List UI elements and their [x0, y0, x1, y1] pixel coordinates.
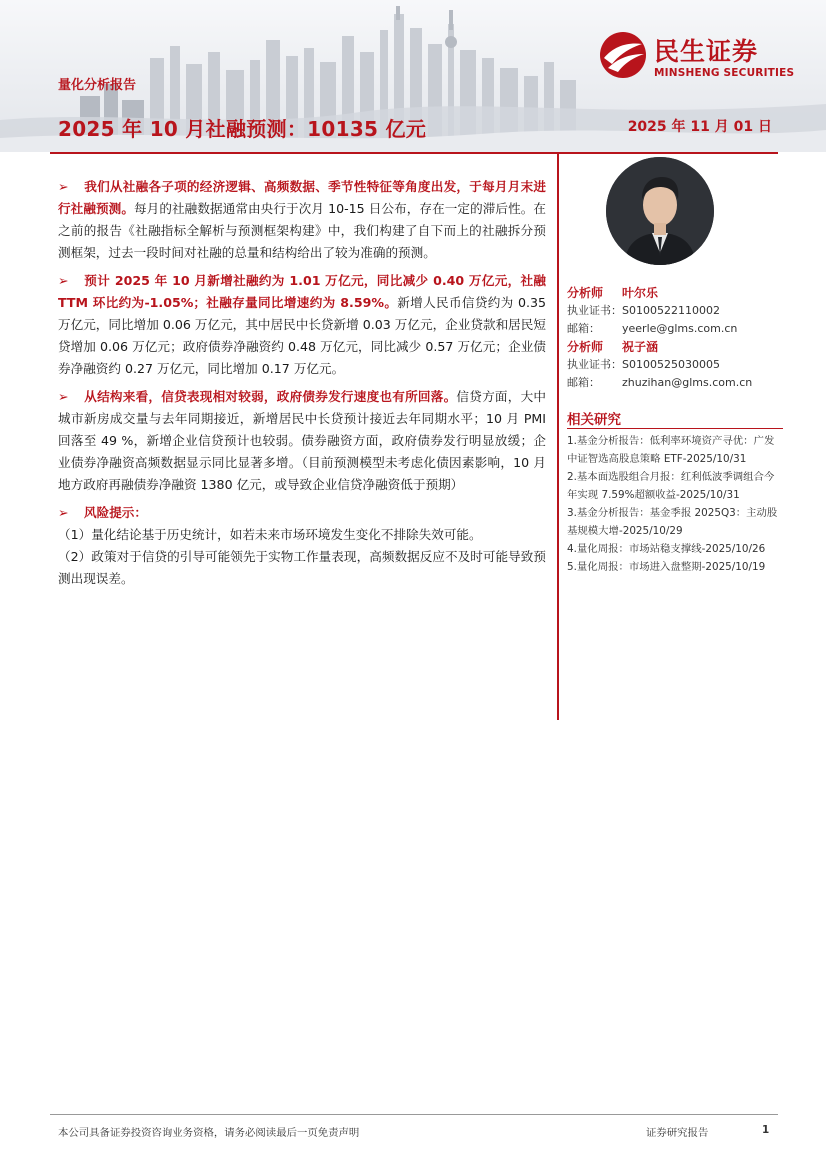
report-date: 2025 年 11 月 01 日 — [627, 119, 772, 135]
cert-number: S0100525030005 — [622, 358, 720, 371]
related-research-divider — [567, 428, 783, 429]
email-label: 邮箱： — [567, 322, 600, 335]
cert-label: 执业证书： — [567, 358, 622, 371]
cert-number: S0100522110002 — [622, 304, 720, 317]
summary-3-highlight: 从结构来看，信贷表现相对较弱，政府债券发行速度也有所回落。 — [84, 389, 457, 404]
summary-paragraph-3 — [58, 386, 546, 496]
summary-2-text: 新增人民币信贷约为 0.35 万亿元，同比增加 0.06 万亿元，其中居民中长贷新增 0.03 万亿元，企业贷款和居民短贷增加 0.06 万亿元；政府债券净融资约 0.48 万亿元，同比减少 0.57 万亿元；企业债券净融资约 0.27 万亿元，同比增加 0.17 万亿元。 — [58, 295, 546, 376]
analyst-1-email-row — [567, 320, 787, 338]
bullet-arrow-icon: ➢ — [58, 179, 69, 194]
email-label: 邮箱： — [567, 376, 600, 389]
bullet-arrow-icon: ➢ — [58, 505, 69, 520]
related-research-title: 相关研究 — [567, 412, 621, 428]
risk-item-2: （2）政策对于信贷的引导可能领先于实物工作量表现，高频数据反应不及时可能导致预测出现误差。 — [58, 549, 546, 586]
risk-item-1: （1）量化结论基于历史统计，如若未来市场环境发生变化不排除失效可能。 — [58, 527, 482, 542]
analyst-photo — [606, 157, 714, 265]
summary-paragraph-1 — [58, 176, 546, 264]
related-research-list — [567, 432, 783, 576]
page-number: 1 — [762, 1124, 770, 1136]
email-address[interactable]: zhuzihan@glms.com.cn — [622, 376, 753, 389]
bullet-arrow-icon: ➢ — [58, 273, 69, 288]
analyst-info — [567, 284, 787, 392]
logo-english-name: MINSHENG SECURITIES — [654, 67, 795, 79]
related-item[interactable]: 4.量化周报：市场站稳支撑线-2025/10/26 — [567, 543, 766, 555]
analyst-portrait-image — [606, 157, 714, 265]
footer-report-type: 证券研究报告 — [646, 1127, 709, 1139]
minsheng-logo — [598, 28, 808, 88]
related-item[interactable]: 5.量化周报：市场进入盘整期-2025/10/19 — [567, 561, 766, 573]
logo-chinese-name: 民生证券 — [654, 37, 759, 66]
analyst-1-name-row — [567, 284, 787, 302]
analyst-role: 分析师 — [567, 340, 604, 354]
footer-disclaimer: 本公司具备证券投资咨询业务资格，请务必阅读最后一页免责声明 — [58, 1127, 360, 1139]
cert-label: 执业证书： — [567, 304, 622, 317]
summary-1-text: 每月的社融数据通常由央行于次月 10-15 日公布，存在一定的滞后性。在之前的报告《社融指标全解析与预测框架构建》中，我们构建了自下而上的社融拆分预测框架，过去一段时间对社融的总量和结构给出了较为准确的预测。 — [58, 201, 546, 260]
summary-2-highlight: 预计 2025 年 10 月新增社融约为 1.01 万亿元，同比减少 0.40 万亿元，社融 TTM 环比约为-1.05%；社融存量同比增速约为 8.59%。 — [58, 273, 546, 310]
analyst-role: 分析师 — [567, 286, 604, 300]
summary-1-highlight: 我们从社融各子项的经济逻辑、高频数据、季节性特征等角度出发，于每月月末进行社融预测。 — [58, 179, 546, 216]
related-item[interactable]: 3.基金分析报告：基金季报 2025Q3：主动股基规模大增-2025/10/29 — [567, 507, 778, 537]
bullet-arrow-icon: ➢ — [58, 389, 69, 404]
analyst-1-cert-row — [567, 302, 787, 320]
analyst-name: 叶尔乐 — [622, 286, 659, 300]
related-item[interactable]: 2.基本面选股组合月报：红利低波季调组合今年实现 7.59%超额收益-2025/10/31 — [567, 471, 775, 501]
summary-3-text: 信贷方面，大中城市新房成交量与去年同期接近，新增居民中长贷预计接近去年同期水平；10 月 PMI 回落至 49 %，新增企业信贷预计也较弱。债券融资方面，政府债券发行明显放缓；企业债券净融资高频数据显示同比显著多增。（目前预测模型未考虑化债因素影响，10 月地方政府再融债券净融资 1380 亿元，或导致企业信贷净融资低于预期） — [58, 389, 547, 492]
analyst-name: 祝子涵 — [622, 340, 659, 354]
column-divider — [557, 152, 559, 720]
analyst-2-cert-row — [567, 356, 787, 374]
summary-column — [58, 176, 546, 590]
header-divider — [50, 152, 778, 154]
analyst-2-name-row — [567, 338, 787, 356]
risk-title: 风险提示： — [84, 505, 147, 520]
report-title: 2025 年 10 月社融预测：10135 亿元 — [58, 117, 427, 141]
report-type: 量化分析报告 — [58, 78, 137, 93]
analyst-2-email-row — [567, 374, 787, 392]
risk-section — [58, 502, 546, 590]
header-banner — [0, 0, 826, 152]
summary-paragraph-2 — [58, 270, 546, 380]
related-item[interactable]: 1.基金分析报告：低利率环境资产寻优：广发中证智选高股息策略 ETF-2025/10/31 — [567, 435, 775, 465]
minsheng-logo-mark-icon — [598, 28, 648, 80]
footer-divider — [50, 1114, 778, 1115]
email-address[interactable]: yeerle@glms.com.cn — [622, 322, 738, 335]
